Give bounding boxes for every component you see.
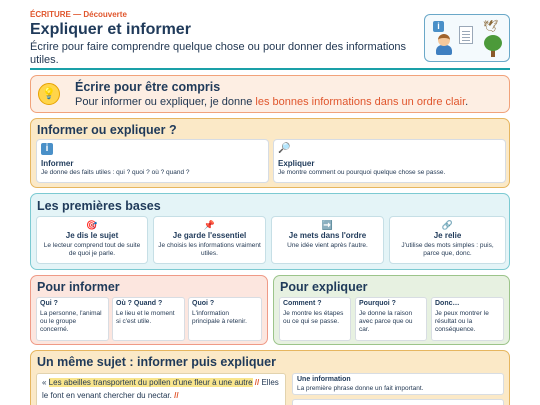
card-desc: La personne, l'animal ou le groupe concerné.	[40, 310, 102, 333]
arrow-right-icon: ➡️	[321, 220, 334, 230]
card-title: Où ? Quand ?	[116, 300, 163, 307]
card-desc: Je donne des faits utiles : qui ? quoi ? où ? quand ?	[41, 169, 190, 176]
section-title: Pour expliquer	[280, 280, 368, 294]
card-desc: L'information principale à retenir.	[192, 310, 247, 325]
card-title: Pourquoi ?	[359, 300, 396, 307]
banner-highlight: les bonnes informations dans un ordre clair	[255, 96, 466, 108]
pin-icon: 📌	[203, 220, 216, 230]
quote-information: Les abeilles transportent du pollen d'une fleur à une autre	[48, 378, 253, 387]
example-quote: « Les abeilles transportent du pollen d'une fleur à une autre // Elles le font en venant chercher du nectar. //	[36, 373, 286, 405]
card-title: Je mets dans l'ordre	[288, 231, 367, 240]
card-title: Informer	[41, 159, 74, 168]
pour-informer-section	[30, 275, 268, 345]
card-desc: J'utilise des mots simples : puis, parce que, donc.	[401, 242, 494, 257]
explanation-note-card	[292, 399, 504, 405]
card-desc: Le lecteur comprend tout de suite de quoi je parle.	[43, 242, 141, 257]
page-title: Expliquer et informer	[30, 21, 191, 38]
key-idea-banner	[30, 75, 510, 113]
banner-text: Pour informer ou expliquer, je donne les bonnes informations dans un ordre clair.	[75, 96, 469, 108]
banner-title: Écrire pour être compris	[75, 80, 221, 94]
same-subject-section	[30, 350, 510, 405]
card-desc: La première phrase donne un fait important.	[297, 385, 424, 392]
inform-card	[36, 139, 269, 183]
info-icon: i	[41, 143, 53, 155]
lightbulb-icon: 💡	[38, 83, 60, 105]
card-desc: Une idée vient après l'autre.	[287, 242, 368, 249]
section-title: Les premières bases	[37, 199, 161, 213]
target-icon: 🎯	[86, 220, 98, 230]
card-title: Comment ?	[283, 300, 322, 307]
card-title: Quoi ?	[192, 300, 215, 307]
document-icon	[459, 26, 473, 44]
question-card	[188, 297, 262, 341]
information-note-card	[292, 373, 504, 395]
info-letter-icon: i	[437, 21, 440, 31]
header-illustration	[424, 14, 510, 62]
magnifier-icon: 🔎	[278, 143, 291, 154]
basics-card	[36, 216, 148, 264]
question-card	[36, 297, 109, 341]
basics-card	[153, 216, 266, 264]
card-desc: Je montre comment ou pourquoi quelque chose se passe.	[278, 169, 446, 176]
basics-section	[30, 193, 510, 270]
card-desc: Je donne la raison avec parce que ou car.	[359, 310, 413, 333]
question-card	[355, 297, 427, 341]
bird-icon: 🕊	[483, 19, 499, 33]
card-title: Une information	[297, 376, 351, 383]
header-divider	[30, 68, 510, 70]
explain-card	[273, 139, 506, 183]
card-title: Je dis le sujet	[65, 231, 119, 240]
card-desc: Je peux montrer le résultat ou la conséquence.	[435, 310, 489, 333]
page-subtitle: Écrire pour faire comprendre quelque chose ou pour donner des informations utiles.	[30, 41, 407, 66]
link-icon: 🔗	[441, 220, 454, 230]
question-card	[431, 297, 504, 341]
question-card	[112, 297, 185, 341]
section-title: Un même sujet : informer puis expliquer	[37, 355, 276, 369]
basics-card	[271, 216, 384, 264]
section-title: Pour informer	[37, 280, 120, 294]
card-desc: Le lieu et le moment si c'est utile.	[116, 310, 175, 325]
section-kicker: ÉCRITURE — Découverte	[30, 10, 127, 19]
card-title: Je garde l'essentiel	[172, 231, 247, 240]
card-title: Je relie	[433, 231, 462, 240]
card-title: Qui ?	[40, 300, 58, 307]
section-title: Informer ou expliquer ?	[37, 123, 177, 137]
card-title: Expliquer	[278, 159, 315, 168]
quote-explanation: Elles le font en venant chercher du nectar.	[42, 378, 279, 400]
basics-card	[389, 216, 506, 264]
inform-or-explain-section	[30, 118, 510, 188]
tree-icon	[484, 35, 502, 51]
question-card	[279, 297, 351, 341]
child-icon	[435, 34, 453, 54]
card-desc: Je choisis les informations vraiment utiles.	[158, 242, 261, 257]
card-desc: Je montre les étapes ou ce qui se passe.	[283, 310, 344, 325]
card-title: Donc…	[435, 300, 460, 307]
pour-expliquer-section	[273, 275, 510, 345]
